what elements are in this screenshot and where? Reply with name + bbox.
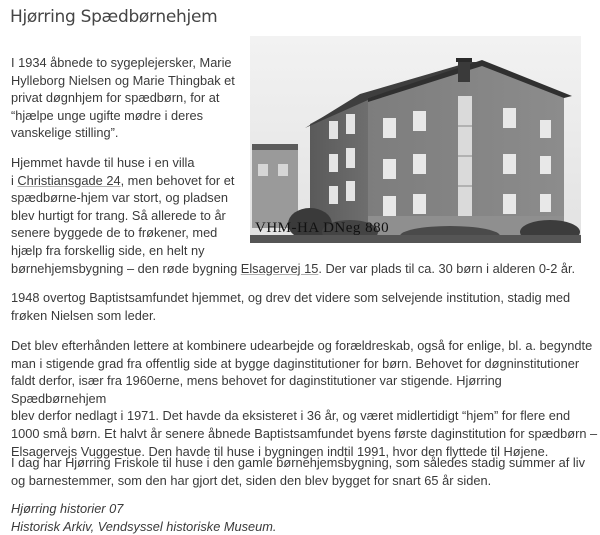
paragraph-today: I dag har Hjørring Friskole til huse i den gamle børnehjemsbygning, som således stadig summer af liv og barnestemmer, som den har gjort det, siden den blev bygget for snart 65 år siden. [11, 455, 585, 488]
source-credit: Hjørring historier 07 Historisk Arkiv, Vendsyssel historiske Museum. [11, 501, 277, 534]
paragraph-closure: Det blev efterhånden lettere at kombinere udearbejde og forældreskab, også for enlige, bl. a. begyndte man i stigende grad fra offentlig side at bygge daginstitutioner for børn. Behovet for døgninstitutioner faldt derfor, især fra 1960erne, mens behovet for daginstitutioner var stigende. Hjørring Spædbørnehjem blev derfor nedlagt i 1971. Det havde da eksisteret i 36 år, og været midlertidigt “hjem” for flere end 1000 små børn. Et halvt år senere åbnede Baptistsamfundet byens første daginstitution for spædbørn – Elsagervejs Vuggestue. Den havde til huse i bygningen indtil 1991, hvor den flyttede til Højene. [11, 338, 598, 459]
photo-caption: VHM-HA DNeg 880 [255, 220, 390, 236]
paragraph-baptist: 1948 overtog Baptistsamfundet hjemmet, og drev det videre som selvejende institution, stadig med frøken Nielsen som leder. [11, 290, 571, 323]
paragraph-new-building: Hjemmet havde til huse i en villa i Christiansgade 24, men behovet for et spædbørne-hjem var stort, og pladsen blev hurtigt for trang. Så allerede to år senere byggede de to frøkener, med hjælp fra forskellig side, en helt ny børnehjemsbygning – den røde bygning Elsagervej 15. Der var plads til ca. 30 børn i alderen 0-2 år. [11, 155, 576, 276]
elsagervej-link[interactable]: Elsagervej 15 [240, 260, 319, 276]
paragraph-founding: I 1934 åbnede to sygeplejersker, Marie Hylleborg Nielsen og Marie Thingbak et privat døgnhjem for spædbørn, for at “hjælpe unge ugifte mødre i deres vanskelige stilling”. [11, 55, 235, 141]
christiansgade-link[interactable]: Christiansgade 24 [17, 172, 121, 188]
page-title: Hjørring Spædbørnehjem [10, 7, 218, 27]
